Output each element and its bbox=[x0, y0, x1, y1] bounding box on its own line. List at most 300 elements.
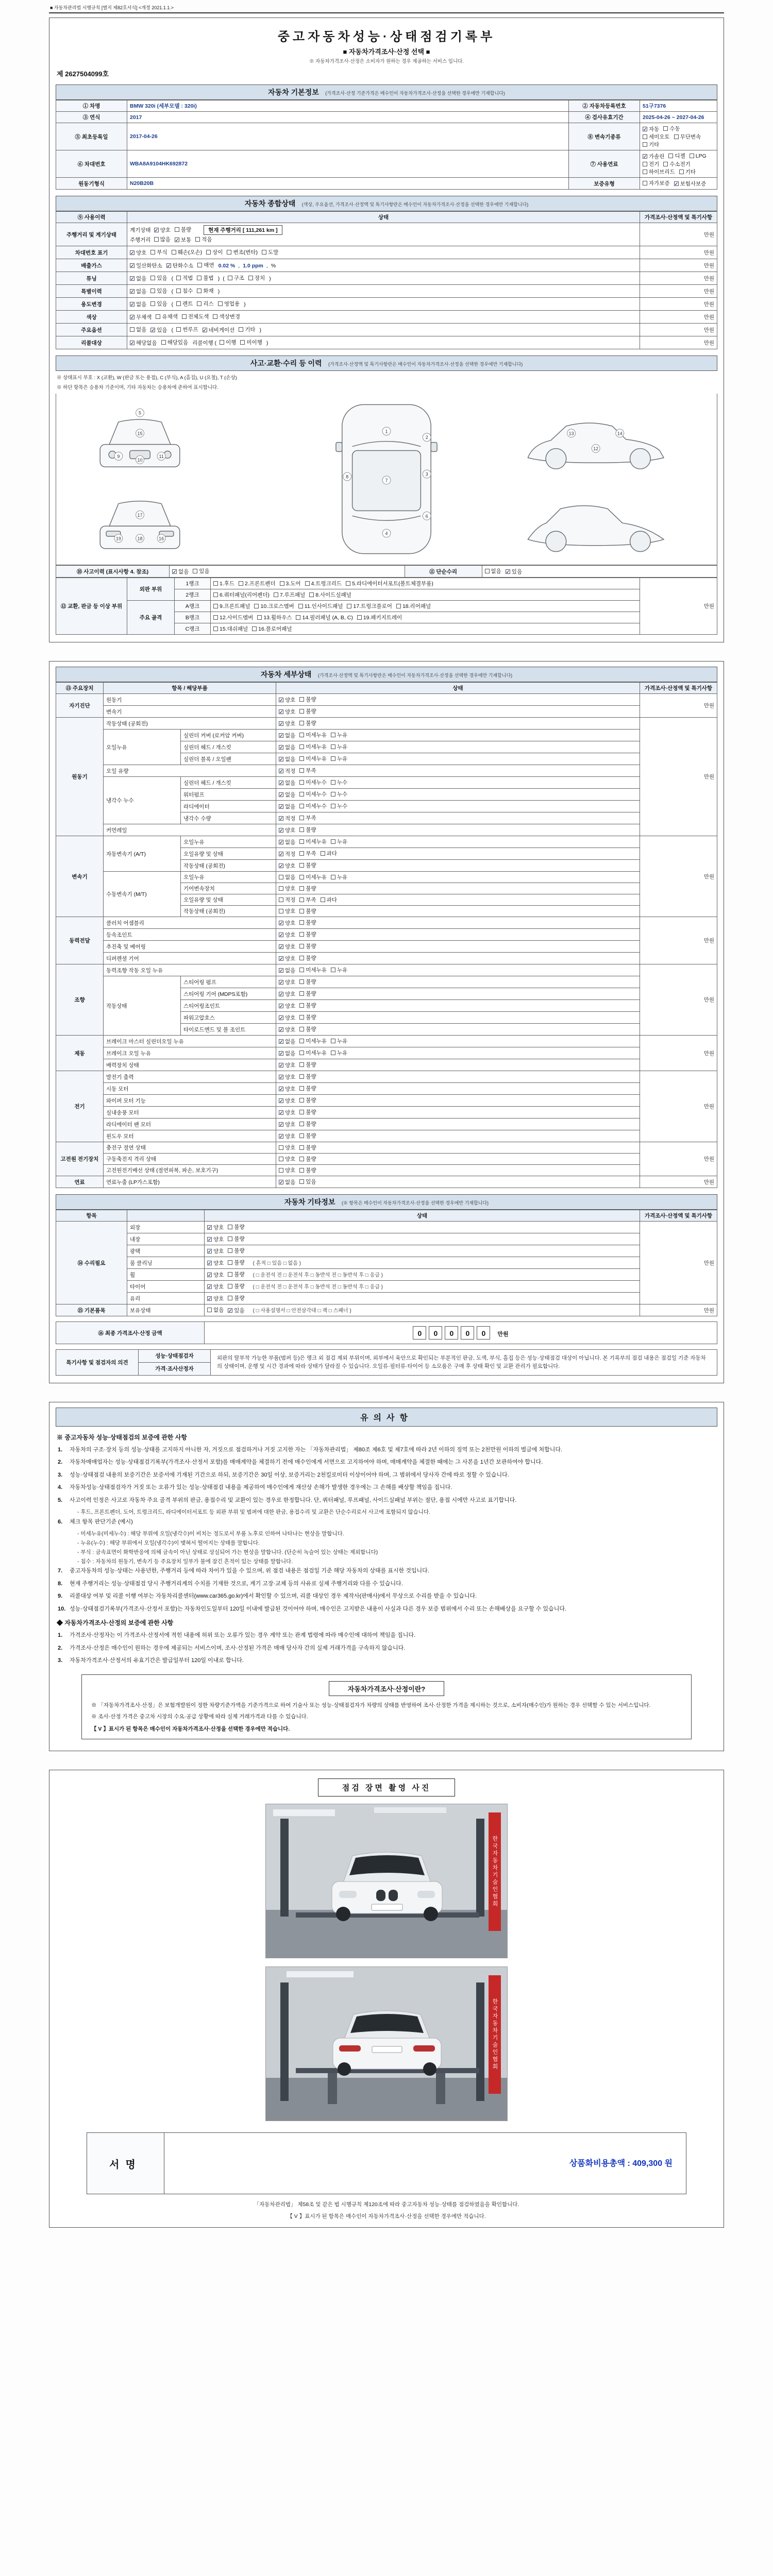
checkbox[interactable] bbox=[668, 154, 673, 158]
checkbox[interactable]: ✓ bbox=[279, 1087, 283, 1092]
checkbox-option[interactable] bbox=[331, 873, 347, 881]
checkbox[interactable] bbox=[299, 897, 304, 902]
checkbox[interactable] bbox=[172, 250, 176, 255]
checkbox-option[interactable] bbox=[279, 1073, 295, 1081]
checkbox[interactable]: ✓ bbox=[154, 228, 159, 233]
checkbox-option[interactable] bbox=[207, 1306, 224, 1314]
checkbox-option[interactable] bbox=[299, 1120, 316, 1128]
checkbox[interactable]: ✓ bbox=[279, 757, 283, 762]
checkbox-option[interactable] bbox=[299, 1132, 316, 1140]
checkbox[interactable]: ✓ bbox=[279, 852, 283, 857]
checkbox[interactable] bbox=[197, 263, 202, 267]
checkbox-option[interactable] bbox=[643, 133, 670, 141]
checkbox-option[interactable] bbox=[150, 326, 167, 334]
checkbox[interactable]: ✓ bbox=[208, 1261, 212, 1266]
checkbox[interactable]: ✓ bbox=[208, 1249, 212, 1254]
checkbox-option[interactable] bbox=[176, 274, 193, 282]
checkbox[interactable]: ✓ bbox=[130, 289, 135, 294]
checkbox[interactable] bbox=[299, 1122, 304, 1126]
checkbox[interactable] bbox=[643, 181, 647, 185]
checkbox-option[interactable] bbox=[130, 339, 157, 347]
checkbox[interactable] bbox=[299, 851, 304, 856]
checkbox[interactable] bbox=[279, 1157, 283, 1161]
checkbox[interactable]: ✓ bbox=[279, 1015, 283, 1021]
checkbox[interactable] bbox=[679, 170, 684, 174]
checkbox-option[interactable] bbox=[347, 602, 392, 610]
checkbox-option[interactable] bbox=[279, 990, 295, 998]
checkbox-option[interactable] bbox=[643, 160, 659, 168]
checkbox-option[interactable] bbox=[197, 300, 213, 308]
checkbox-option[interactable] bbox=[299, 838, 327, 845]
checkbox-option[interactable] bbox=[213, 580, 234, 587]
checkbox[interactable] bbox=[228, 1260, 232, 1265]
checkbox-option[interactable] bbox=[279, 1014, 295, 1022]
checkbox[interactable] bbox=[309, 592, 314, 597]
checkbox[interactable] bbox=[357, 615, 362, 620]
checkbox-option[interactable] bbox=[299, 707, 316, 715]
checkbox[interactable] bbox=[663, 162, 668, 166]
checkbox-option[interactable] bbox=[506, 568, 522, 575]
checkbox[interactable] bbox=[296, 615, 300, 620]
checkbox[interactable] bbox=[674, 134, 679, 139]
checkbox[interactable]: ✓ bbox=[279, 921, 283, 926]
checkbox[interactable]: ✓ bbox=[279, 709, 283, 715]
checkbox[interactable]: ✓ bbox=[279, 1039, 283, 1044]
checkbox[interactable] bbox=[279, 1168, 283, 1173]
checkbox-option[interactable] bbox=[643, 125, 659, 133]
checkbox[interactable] bbox=[299, 816, 304, 820]
checkbox[interactable] bbox=[299, 863, 304, 868]
checkbox[interactable] bbox=[274, 592, 278, 597]
checkbox-option[interactable] bbox=[346, 580, 433, 587]
checkbox-option[interactable] bbox=[331, 743, 347, 751]
checkbox[interactable] bbox=[643, 142, 647, 147]
checkbox-option[interactable] bbox=[663, 125, 680, 132]
checkbox-option[interactable] bbox=[299, 731, 327, 739]
checkbox[interactable] bbox=[257, 615, 262, 620]
checkbox[interactable] bbox=[331, 733, 335, 737]
checkbox[interactable]: ✓ bbox=[279, 1110, 283, 1115]
checkbox-option[interactable] bbox=[331, 838, 347, 845]
checkbox[interactable]: ✓ bbox=[279, 733, 283, 738]
checkbox-option[interactable] bbox=[279, 838, 295, 846]
checkbox[interactable] bbox=[299, 1074, 304, 1079]
checkbox-option[interactable] bbox=[279, 1109, 295, 1116]
checkbox-option[interactable] bbox=[279, 862, 295, 870]
checkbox-option[interactable] bbox=[309, 591, 351, 599]
checkbox[interactable]: ✓ bbox=[674, 181, 679, 187]
checkbox[interactable] bbox=[279, 897, 283, 902]
checkbox[interactable]: ✓ bbox=[203, 328, 207, 333]
checkbox[interactable] bbox=[150, 250, 155, 255]
checkbox[interactable] bbox=[299, 709, 304, 714]
checkbox-option[interactable] bbox=[279, 1026, 295, 1033]
checkbox[interactable] bbox=[213, 314, 217, 319]
checkbox-option[interactable] bbox=[207, 1283, 224, 1291]
checkbox[interactable] bbox=[299, 839, 304, 844]
checkbox-option[interactable] bbox=[331, 802, 347, 810]
checkbox-option[interactable] bbox=[182, 313, 209, 320]
checkbox[interactable] bbox=[396, 604, 401, 608]
checkbox-option[interactable] bbox=[279, 791, 295, 799]
checkbox-option[interactable] bbox=[299, 919, 316, 926]
checkbox-option[interactable] bbox=[299, 790, 327, 798]
checkbox-option[interactable] bbox=[262, 248, 278, 256]
checkbox-option[interactable] bbox=[299, 1037, 327, 1045]
checkbox-option[interactable] bbox=[321, 850, 337, 857]
checkbox[interactable]: ✓ bbox=[279, 1027, 283, 1032]
checkbox-option[interactable] bbox=[213, 313, 240, 320]
checkbox-option[interactable] bbox=[150, 300, 167, 308]
checkbox[interactable] bbox=[279, 886, 283, 891]
checkbox[interactable]: ✓ bbox=[279, 781, 283, 786]
checkbox-option[interactable] bbox=[299, 978, 316, 986]
checkbox-option[interactable] bbox=[239, 326, 255, 333]
checkbox[interactable]: ✓ bbox=[279, 828, 283, 833]
checkbox[interactable] bbox=[299, 721, 304, 725]
checkbox[interactable]: ✓ bbox=[130, 315, 135, 320]
checkbox[interactable]: ✓ bbox=[208, 1284, 212, 1290]
checkbox[interactable] bbox=[346, 581, 350, 586]
checkbox[interactable] bbox=[240, 340, 245, 345]
checkbox-option[interactable] bbox=[280, 580, 301, 587]
checkbox[interactable] bbox=[299, 1039, 304, 1043]
checkbox[interactable]: ✓ bbox=[643, 127, 647, 132]
checkbox-option[interactable] bbox=[207, 1247, 224, 1255]
checkbox-option[interactable] bbox=[331, 731, 347, 739]
signature-area[interactable] bbox=[164, 2133, 686, 2194]
checkbox-option[interactable] bbox=[299, 1061, 316, 1069]
checkbox[interactable]: ✓ bbox=[279, 992, 283, 997]
checkbox[interactable] bbox=[663, 126, 668, 131]
checkbox-option[interactable] bbox=[299, 861, 316, 869]
checkbox[interactable] bbox=[299, 991, 304, 996]
checkbox-option[interactable] bbox=[279, 1121, 295, 1128]
checkbox-option[interactable] bbox=[279, 1061, 295, 1069]
checkbox-option[interactable] bbox=[228, 1247, 244, 1255]
checkbox[interactable] bbox=[299, 1027, 304, 1031]
checkbox-option[interactable] bbox=[197, 274, 213, 282]
checkbox[interactable] bbox=[321, 851, 325, 856]
checkbox-option[interactable] bbox=[220, 338, 236, 346]
checkbox[interactable]: ✓ bbox=[506, 569, 510, 574]
checkbox[interactable] bbox=[228, 1248, 232, 1253]
checkbox-option[interactable] bbox=[279, 1166, 295, 1174]
checkbox[interactable] bbox=[298, 604, 303, 608]
checkbox[interactable]: ✓ bbox=[279, 1180, 283, 1185]
checkbox[interactable] bbox=[150, 289, 155, 293]
checkbox[interactable] bbox=[150, 301, 155, 306]
checkbox-option[interactable] bbox=[176, 300, 193, 308]
checkbox[interactable] bbox=[331, 1050, 335, 1055]
checkbox-option[interactable] bbox=[674, 180, 707, 188]
checkbox-option[interactable] bbox=[213, 625, 248, 633]
checkbox-option[interactable] bbox=[207, 1271, 224, 1279]
checkbox[interactable] bbox=[279, 1145, 283, 1150]
checkbox[interactable] bbox=[228, 1236, 232, 1241]
checkbox-option[interactable] bbox=[150, 274, 167, 282]
checkbox-option[interactable] bbox=[240, 338, 262, 346]
checkbox-option[interactable] bbox=[207, 1295, 224, 1302]
checkbox-option[interactable] bbox=[643, 168, 675, 176]
checkbox-option[interactable] bbox=[299, 1096, 316, 1104]
checkbox[interactable] bbox=[213, 615, 218, 620]
checkbox[interactable]: ✓ bbox=[279, 698, 283, 703]
checkbox-option[interactable] bbox=[279, 955, 295, 962]
checkbox-option[interactable] bbox=[299, 1084, 316, 1092]
checkbox[interactable] bbox=[347, 604, 351, 608]
checkbox[interactable] bbox=[331, 1039, 335, 1043]
checkbox-option[interactable] bbox=[299, 767, 316, 774]
checkbox[interactable] bbox=[299, 1015, 304, 1020]
checkbox[interactable] bbox=[299, 886, 304, 891]
checkbox[interactable]: ✓ bbox=[279, 980, 283, 985]
checkbox-option[interactable] bbox=[299, 696, 316, 703]
checkbox-option[interactable] bbox=[150, 248, 167, 256]
checkbox[interactable] bbox=[299, 1050, 304, 1055]
checkbox[interactable] bbox=[175, 227, 179, 232]
checkbox-option[interactable] bbox=[299, 942, 316, 950]
checkbox-option[interactable] bbox=[299, 1178, 316, 1185]
checkbox[interactable]: ✓ bbox=[279, 792, 283, 798]
checkbox[interactable]: ✓ bbox=[279, 1075, 283, 1080]
checkbox-option[interactable] bbox=[299, 954, 316, 962]
checkbox[interactable] bbox=[299, 920, 304, 925]
checkbox-option[interactable] bbox=[321, 896, 337, 904]
checkbox[interactable] bbox=[299, 909, 304, 913]
checkbox[interactable] bbox=[280, 581, 284, 586]
checkbox[interactable] bbox=[220, 340, 224, 345]
checkbox-option[interactable] bbox=[299, 1155, 316, 1163]
checkbox-option[interactable] bbox=[279, 978, 295, 986]
checkbox-option[interactable] bbox=[228, 274, 244, 282]
checkbox[interactable]: ✓ bbox=[279, 1134, 283, 1139]
checkbox-option[interactable] bbox=[228, 1235, 244, 1243]
checkbox[interactable] bbox=[195, 237, 200, 242]
checkbox[interactable] bbox=[331, 968, 335, 972]
checkbox[interactable]: ✓ bbox=[130, 276, 135, 281]
checkbox-option[interactable] bbox=[274, 591, 305, 599]
checkbox-option[interactable] bbox=[150, 287, 167, 295]
checkbox[interactable]: ✓ bbox=[208, 1237, 212, 1242]
checkbox-option[interactable] bbox=[299, 719, 316, 727]
checkbox[interactable] bbox=[643, 170, 647, 174]
checkbox-option[interactable] bbox=[172, 248, 203, 256]
checkbox[interactable]: ✓ bbox=[279, 863, 283, 869]
checkbox[interactable]: ✓ bbox=[279, 968, 283, 973]
checkbox[interactable] bbox=[252, 626, 257, 631]
checkbox-option[interactable] bbox=[248, 274, 265, 282]
checkbox[interactable] bbox=[213, 581, 218, 586]
checkbox[interactable] bbox=[161, 340, 166, 345]
checkbox[interactable] bbox=[213, 604, 218, 608]
checkbox[interactable] bbox=[182, 314, 187, 319]
checkbox-option[interactable] bbox=[305, 580, 342, 587]
checkbox-option[interactable] bbox=[643, 179, 670, 187]
checkbox[interactable] bbox=[206, 250, 211, 255]
checkbox-option[interactable] bbox=[154, 226, 171, 234]
checkbox[interactable] bbox=[299, 1062, 304, 1067]
checkbox-option[interactable] bbox=[679, 168, 696, 176]
checkbox[interactable] bbox=[150, 276, 155, 280]
checkbox[interactable]: ✓ bbox=[130, 263, 135, 268]
checkbox[interactable]: ✓ bbox=[130, 302, 135, 307]
checkbox-option[interactable] bbox=[279, 850, 295, 858]
checkbox-option[interactable] bbox=[218, 300, 240, 308]
checkbox-option[interactable] bbox=[213, 591, 270, 599]
checkbox[interactable] bbox=[299, 1168, 304, 1173]
checkbox-option[interactable] bbox=[299, 826, 316, 834]
checkbox-option[interactable] bbox=[130, 300, 146, 308]
checkbox-option[interactable] bbox=[279, 803, 295, 810]
checkbox-option[interactable] bbox=[207, 1224, 224, 1231]
checkbox[interactable] bbox=[197, 289, 201, 293]
checkbox-option[interactable] bbox=[299, 1144, 316, 1151]
checkbox-option[interactable] bbox=[156, 313, 177, 320]
checkbox-option[interactable] bbox=[154, 235, 171, 243]
checkbox-option[interactable] bbox=[663, 160, 691, 168]
checkbox[interactable]: ✓ bbox=[130, 250, 135, 256]
checkbox[interactable] bbox=[154, 237, 159, 242]
checkbox-option[interactable] bbox=[299, 1108, 316, 1116]
checkbox[interactable] bbox=[213, 592, 218, 597]
checkbox-option[interactable] bbox=[175, 226, 191, 233]
checkbox-option[interactable] bbox=[161, 338, 189, 346]
checkbox-option[interactable] bbox=[279, 720, 295, 727]
checkbox-option[interactable] bbox=[279, 1002, 295, 1010]
checkbox-option[interactable] bbox=[279, 1038, 295, 1045]
checkbox-option[interactable] bbox=[207, 1235, 224, 1243]
checkbox[interactable] bbox=[299, 804, 304, 808]
checkbox-option[interactable] bbox=[213, 614, 253, 621]
checkbox-option[interactable] bbox=[279, 967, 295, 974]
checkbox-option[interactable] bbox=[279, 755, 295, 763]
checkbox[interactable] bbox=[321, 897, 325, 902]
checkbox-option[interactable] bbox=[197, 287, 213, 295]
checkbox[interactable] bbox=[176, 276, 181, 280]
checkbox[interactable]: ✓ bbox=[279, 944, 283, 950]
checkbox[interactable] bbox=[197, 276, 201, 280]
checkbox-option[interactable] bbox=[228, 1259, 244, 1266]
checkbox-option[interactable] bbox=[299, 1013, 316, 1021]
checkbox[interactable] bbox=[299, 1086, 304, 1091]
checkbox[interactable] bbox=[485, 569, 490, 573]
checkbox[interactable] bbox=[156, 314, 160, 319]
checkbox-option[interactable] bbox=[279, 885, 295, 892]
checkbox-option[interactable] bbox=[279, 931, 295, 939]
checkbox-option[interactable] bbox=[130, 287, 146, 295]
checkbox[interactable] bbox=[331, 756, 335, 761]
checkbox[interactable] bbox=[331, 780, 335, 785]
checkbox-option[interactable] bbox=[193, 567, 209, 575]
checkbox[interactable] bbox=[299, 1003, 304, 1008]
checkbox[interactable]: ✓ bbox=[279, 769, 283, 774]
checkbox[interactable]: ✓ bbox=[279, 956, 283, 961]
checkbox[interactable]: ✓ bbox=[279, 804, 283, 809]
checkbox-option[interactable] bbox=[643, 152, 664, 160]
checkbox-option[interactable] bbox=[299, 743, 327, 751]
checkbox-option[interactable] bbox=[279, 708, 295, 716]
checkbox-option[interactable] bbox=[228, 1294, 244, 1302]
checkbox-option[interactable] bbox=[279, 919, 295, 927]
checkbox[interactable] bbox=[299, 792, 304, 796]
checkbox[interactable] bbox=[299, 968, 304, 972]
checkbox-option[interactable] bbox=[299, 930, 316, 938]
checkbox-option[interactable] bbox=[331, 1049, 347, 1057]
checkbox[interactable] bbox=[299, 1133, 304, 1138]
checkbox-option[interactable] bbox=[228, 1282, 244, 1290]
checkbox[interactable] bbox=[331, 744, 335, 749]
checkbox-option[interactable] bbox=[130, 262, 162, 269]
checkbox[interactable]: ✓ bbox=[279, 1098, 283, 1104]
checkbox-option[interactable] bbox=[279, 1178, 295, 1186]
checkbox-option[interactable] bbox=[228, 1307, 244, 1314]
checkbox-option[interactable] bbox=[203, 326, 235, 334]
checkbox[interactable] bbox=[239, 327, 243, 332]
checkbox-option[interactable] bbox=[299, 990, 316, 997]
checkbox[interactable] bbox=[207, 1308, 212, 1312]
checkbox-option[interactable] bbox=[296, 614, 352, 621]
checkbox-option[interactable] bbox=[279, 743, 295, 751]
checkbox-option[interactable] bbox=[279, 907, 295, 915]
checkbox[interactable] bbox=[331, 792, 335, 796]
checkbox[interactable] bbox=[299, 733, 304, 737]
checkbox[interactable]: ✓ bbox=[173, 569, 177, 574]
checkbox-option[interactable] bbox=[331, 966, 347, 974]
checkbox[interactable] bbox=[279, 875, 283, 879]
checkbox-option[interactable] bbox=[485, 567, 501, 575]
checkbox[interactable] bbox=[299, 944, 304, 948]
checkbox-option[interactable] bbox=[279, 1144, 295, 1151]
checkbox-option[interactable] bbox=[175, 236, 191, 244]
checkbox[interactable]: ✓ bbox=[279, 1051, 283, 1056]
checkbox-option[interactable] bbox=[299, 1025, 316, 1033]
checkbox-option[interactable] bbox=[279, 873, 295, 881]
checkbox-option[interactable] bbox=[176, 287, 193, 295]
checkbox[interactable] bbox=[299, 875, 304, 879]
checkbox-option[interactable] bbox=[279, 1097, 295, 1105]
checkbox-option[interactable] bbox=[299, 896, 316, 904]
checkbox-option[interactable] bbox=[172, 568, 189, 575]
checkbox-option[interactable] bbox=[279, 896, 295, 904]
checkbox-option[interactable] bbox=[279, 696, 295, 704]
checkbox[interactable] bbox=[227, 250, 231, 255]
checkbox[interactable] bbox=[643, 134, 647, 139]
checkbox[interactable] bbox=[299, 1110, 304, 1114]
checkbox[interactable]: ✓ bbox=[175, 238, 179, 243]
checkbox-option[interactable] bbox=[299, 885, 316, 892]
checkbox-option[interactable] bbox=[195, 235, 212, 243]
checkbox-option[interactable] bbox=[197, 261, 214, 269]
checkbox[interactable] bbox=[228, 1272, 232, 1277]
checkbox[interactable] bbox=[213, 626, 218, 631]
checkbox[interactable] bbox=[299, 1179, 304, 1184]
checkbox-option[interactable] bbox=[213, 602, 250, 610]
checkbox-option[interactable] bbox=[254, 602, 294, 610]
checkbox[interactable] bbox=[197, 301, 201, 306]
checkbox[interactable]: ✓ bbox=[279, 840, 283, 845]
checkbox[interactable] bbox=[228, 276, 232, 280]
checkbox[interactable] bbox=[228, 1284, 232, 1289]
checkbox[interactable] bbox=[279, 909, 283, 913]
checkbox[interactable] bbox=[299, 1145, 304, 1150]
checkbox[interactable]: ✓ bbox=[279, 721, 283, 726]
checkbox-option[interactable] bbox=[299, 1073, 316, 1080]
checkbox-option[interactable] bbox=[331, 755, 347, 762]
checkbox-option[interactable] bbox=[279, 767, 295, 775]
checkbox[interactable] bbox=[254, 604, 259, 608]
checkbox[interactable] bbox=[299, 1157, 304, 1161]
